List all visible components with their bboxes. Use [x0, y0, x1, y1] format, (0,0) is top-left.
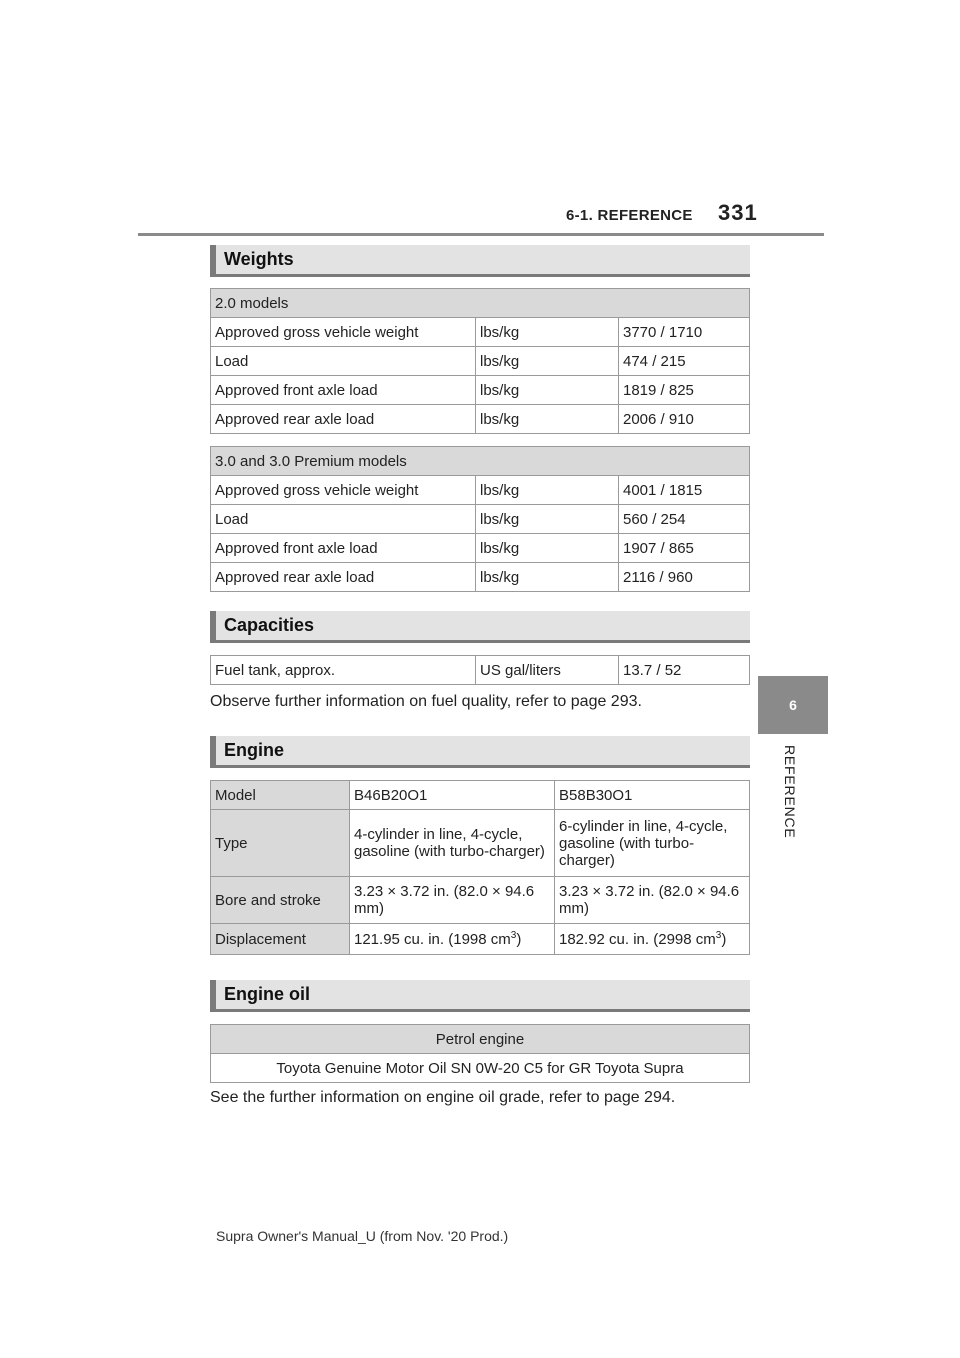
value-cell: 560 / 254	[619, 505, 750, 534]
item-cell: Load	[211, 347, 476, 376]
page-footer: Supra Owner's Manual_U (from Nov. '20 Prod.)	[216, 1228, 509, 1244]
value-cell: 13.7 / 52	[619, 656, 750, 685]
weights-table-20	[210, 288, 750, 434]
row-label: Model	[211, 781, 350, 810]
b46-cell: B46B20O1	[350, 781, 555, 810]
table-row	[211, 1025, 750, 1054]
b58-cell: B58B30O1	[555, 781, 750, 810]
item-cell: Approved rear axle load	[211, 405, 476, 434]
table-row	[211, 810, 750, 877]
oil-value-cell: Toyota Genuine Motor Oil SN 0W-20 C5 for GR Toyota Supra	[211, 1054, 750, 1083]
unit-cell: lbs/kg	[476, 534, 619, 563]
item-cell: Approved front axle load	[211, 376, 476, 405]
displacement-value: 121.95 cu. in. (1998 cm	[354, 931, 511, 948]
b58-cell	[555, 924, 750, 955]
chapter-label: REFERENCE	[782, 745, 798, 839]
table-row	[211, 505, 750, 534]
unit-cell: lbs/kg	[476, 505, 619, 534]
table-row	[211, 924, 750, 955]
unit-cell: lbs/kg	[476, 376, 619, 405]
unit-cell: lbs/kg	[476, 405, 619, 434]
engine-heading: Engine	[210, 736, 750, 768]
header-divider	[138, 233, 824, 236]
unit-cell: lbs/kg	[476, 476, 619, 505]
capacities-heading: Capacities	[210, 611, 750, 643]
item-cell: Load	[211, 505, 476, 534]
b46-cell: 3.23 × 3.72 in. (82.0 × 94.6 mm)	[350, 877, 555, 924]
row-label: Type	[211, 810, 350, 877]
value-cell: 2006 / 910	[619, 405, 750, 434]
unit-cell: lbs/kg	[476, 563, 619, 592]
group-heading: 3.0 and 3.0 Premium models	[211, 447, 750, 476]
unit-cell: lbs/kg	[476, 318, 619, 347]
table-row	[211, 476, 750, 505]
table-row	[211, 376, 750, 405]
capacities-table	[210, 655, 750, 685]
table-row	[211, 405, 750, 434]
unit-cell: lbs/kg	[476, 347, 619, 376]
engine-oil-table	[210, 1024, 750, 1083]
engine-oil-heading: Engine oil	[210, 980, 750, 1012]
paren: )	[516, 931, 522, 948]
item-cell: Approved front axle load	[211, 534, 476, 563]
b58-cell: 6-cylinder in line, 4-cycle, gasoline (with turbo-charger)	[555, 810, 750, 877]
page-number: 331	[718, 200, 758, 225]
value-cell: 1907 / 865	[619, 534, 750, 563]
superscript: 3	[510, 930, 517, 941]
b46-cell: 4-cylinder in line, 4-cycle, gasoline (with turbo-charger)	[350, 810, 555, 877]
engine-table	[210, 780, 750, 955]
value-cell: 4001 / 1815	[619, 476, 750, 505]
table-row	[211, 318, 750, 347]
oil-grade-note: See the further information on engine oil grade, refer to page 294.	[210, 1089, 676, 1106]
row-label: Displacement	[211, 924, 350, 955]
table-row	[211, 563, 750, 592]
item-cell: Approved gross vehicle weight	[211, 318, 476, 347]
weights-table-30	[210, 446, 750, 592]
value-cell: 3770 / 1710	[619, 318, 750, 347]
superscript: 3	[715, 930, 722, 941]
b46-cell	[350, 924, 555, 955]
item-cell: Fuel tank, approx.	[211, 656, 476, 685]
table-row	[211, 781, 750, 810]
group-heading: 2.0 models	[211, 289, 750, 318]
oil-heading-cell: Petrol engine	[211, 1025, 750, 1054]
table-row	[211, 877, 750, 924]
displacement-value: 182.92 cu. in. (2998 cm	[559, 931, 716, 948]
chapter-tab: 6	[758, 676, 828, 734]
value-cell: 474 / 215	[619, 347, 750, 376]
fuel-quality-note: Observe further information on fuel quality, refer to page 293.	[210, 693, 642, 710]
b58-cell: 3.23 × 3.72 in. (82.0 × 94.6 mm)	[555, 877, 750, 924]
table-row	[211, 534, 750, 563]
weights-heading: Weights	[210, 245, 750, 277]
value-cell: 2116 / 960	[619, 563, 750, 592]
item-cell: Approved gross vehicle weight	[211, 476, 476, 505]
row-label: Bore and stroke	[211, 877, 350, 924]
item-cell: Approved rear axle load	[211, 563, 476, 592]
table-row	[211, 447, 750, 476]
value-cell: 1819 / 825	[619, 376, 750, 405]
table-row	[211, 289, 750, 318]
table-row	[211, 656, 750, 685]
table-row	[211, 1054, 750, 1083]
unit-cell: US gal/liters	[476, 656, 619, 685]
table-row	[211, 347, 750, 376]
paren: )	[721, 931, 727, 948]
section-heading: 6-1. REFERENCE	[566, 207, 693, 224]
